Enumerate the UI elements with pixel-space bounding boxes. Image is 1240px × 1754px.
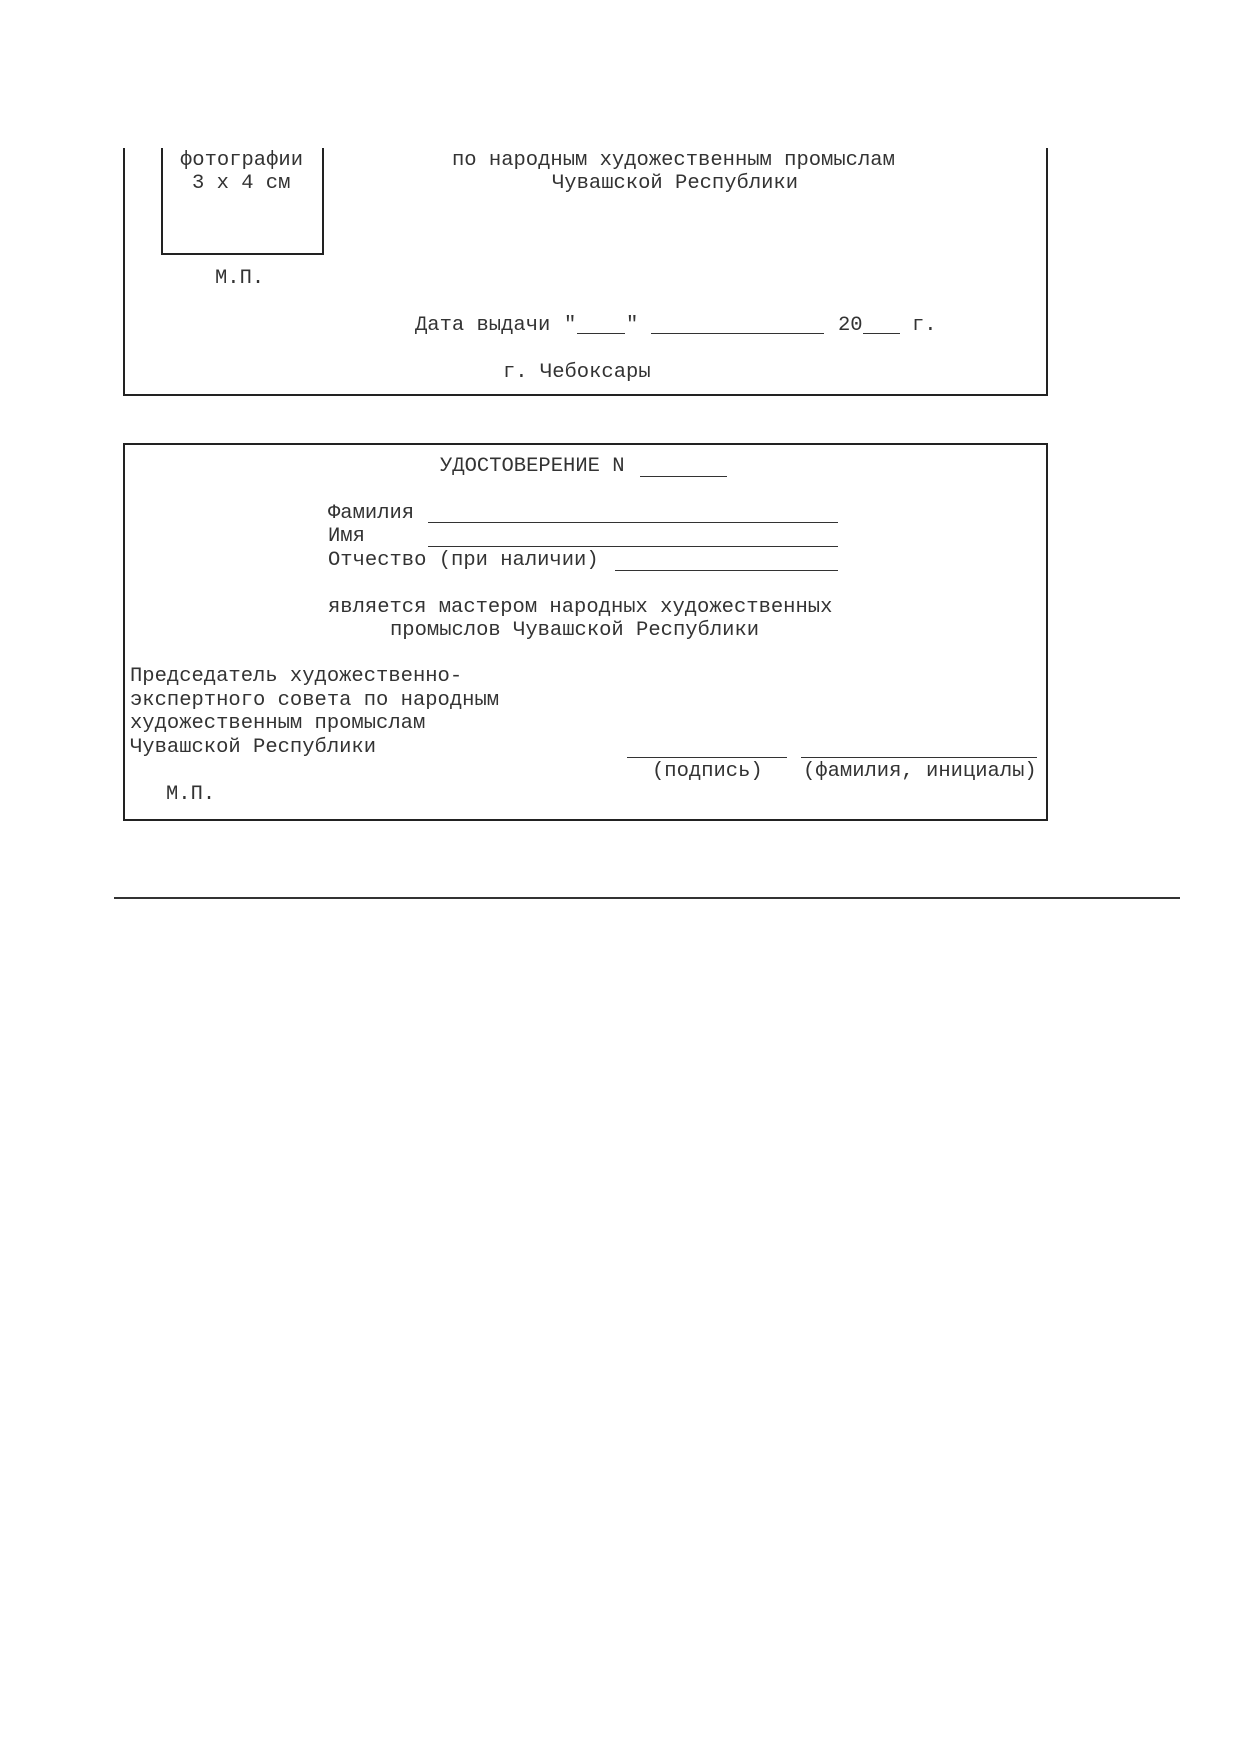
card-inner-top-border	[123, 443, 1048, 445]
name-initials-caption: (фамилия, инициалы)	[803, 760, 1037, 783]
photo-box-bottom-border	[161, 253, 324, 255]
chairman-line4: Чувашской Республики	[130, 736, 377, 759]
card-front-bottom-border	[123, 394, 1048, 396]
photo-box-label: фотографии	[180, 149, 304, 172]
issue-date-quote-open: "	[564, 314, 577, 337]
signature-caption: (подпись)	[652, 760, 763, 783]
statement-line1: является мастером народных художественных	[328, 596, 833, 619]
issue-date-year-prefix: 20	[838, 314, 863, 337]
first-name-field[interactable]	[428, 546, 838, 547]
chairman-line1: Председатель художественно-	[130, 665, 463, 688]
stamp-label-front: М.П.	[215, 267, 265, 290]
patronymic-field[interactable]	[615, 570, 838, 571]
chairman-line3: художественным промыслам	[130, 712, 426, 735]
surname-field[interactable]	[428, 522, 838, 523]
chairman-line2: экспертного совета по народным	[130, 689, 500, 712]
card-inner-bottom-border	[123, 819, 1048, 821]
card-inner-left-border	[123, 443, 125, 821]
issue-date-month-field[interactable]	[651, 333, 824, 334]
card-inner-right-border	[1046, 443, 1048, 821]
certificate-title: УДОСТОВЕРЕНИЕ N	[440, 455, 625, 478]
statement-line2: промыслов Чувашской Республики	[390, 619, 760, 642]
first-name-label: Имя	[328, 525, 365, 548]
page-separator	[114, 897, 1180, 899]
signature-field[interactable]	[627, 757, 787, 758]
issue-date-day-field[interactable]	[577, 333, 625, 334]
card-front-header-line2: Чувашской Республики	[552, 172, 799, 195]
card-front-right-border	[1046, 148, 1048, 396]
photo-box-right-border	[322, 148, 324, 255]
issue-date-year-suffix: г.	[912, 314, 937, 337]
patronymic-label: Отчество (при наличии)	[328, 549, 599, 572]
card-front-header-line1: по народным художественным промыслам	[452, 149, 895, 172]
card-front-left-border	[123, 148, 125, 396]
surname-label: Фамилия	[328, 502, 415, 525]
issue-date-label: Дата выдачи	[415, 314, 551, 337]
name-initials-field[interactable]	[801, 757, 1037, 758]
issue-date-quote-close: "	[626, 314, 639, 337]
photo-box-size: 3 x 4 см	[192, 172, 291, 195]
photo-box-left-border	[161, 148, 163, 255]
certificate-number-field[interactable]	[640, 476, 727, 477]
issue-date-year-field[interactable]	[863, 333, 900, 334]
stamp-label-inner: М.П.	[166, 783, 216, 806]
issue-city: г. Чебоксары	[503, 361, 651, 384]
